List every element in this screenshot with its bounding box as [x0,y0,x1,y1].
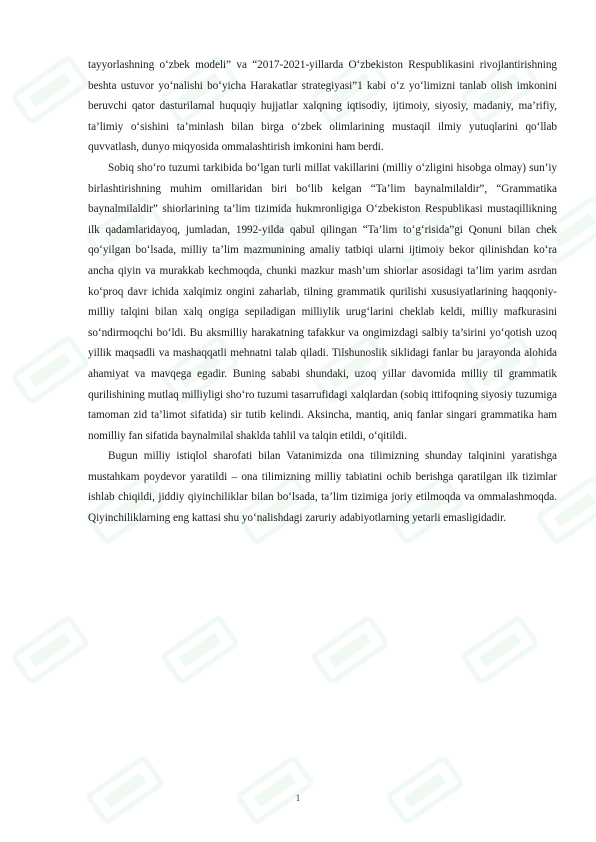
document-body [88,55,557,529]
paragraph-1: tayyorlashning o‘zbek modeli” va “2017-2021-yillarda O‘zbekiston Respublikasini rivojlantirishning beshta ustuvor yo‘nalishi bo‘yicha Harakatlar strategiyasi”1 kabi o‘z yo‘limizni tanlab olish imkonini beruvchi qator dasturilamal huquqiy hujjatlar xalqning iqtisodiy, ijtimoiy, siyosiy, madaniy, ma’rifiy, ta’limiy o‘sishini ta’minlash bilan birga o‘zbek olimlarining mustaqil ilmiy yutuqlarini qo‘llab quvvatlash, dunyo miqyosida ommalashtirish imkonini ham berdi. [88,59,557,154]
paragraph-2: Sobiq sho‘ro tuzumi tarkibida bo‘lgan turli millat vakillarini (milliy o‘zligini hisobga olmay) sun’iy birlashtirishning muhim omillaridan biri bo‘lib kelgan “Ta’lim baynalmilaldir”, “Grammatika baynalmilaldir” shiorlarining ta’lim tizimida hukmronligiga O‘zbekiston Respublikasi mustaqillikning ilk qadamlaridayoq, jumladan, 1992-yilda qabul qilingan “Ta’lim to‘g‘risida”gi Qonuni bilan chek qo‘yilgan bo‘lsada, milliy ta’lim mazmunining amaliy tatbiqi ularni ijtimoiy bekor qilinishdan ko‘ra ancha qiyin va murakkab kechmoqda, chunki mazkur mash’um shiorlar asosidagi ta’lim yarim asrdan ko‘proq davr ichida xalqimiz ongini zaharlab, tilning grammatik qurilishi xususiyatlarining haqqoniy-milliy talqini bilan xalq ongiga sepiladigan milliylik urug‘larini cheklab keldi, milliy mafkurasini so‘ndirmoqchi bo‘ldi. Bu aksmilliy harakatning tafakkur va ongimizdagi salbiy ta’sirini yo‘qotish uzoq yillik maqsadli va mashaqqatli mehnatni talab qiladi. Tilshunoslik siklidagi fanlar bu jarayonda alohida ahamiyat va mavqega egadir. Buning sababi shundaki, uzoq yillar davomida milliy til grammatik qurilishining mutlaq milliyligi sho‘ro tuzumi tasarrufidagi xalqlardan (sobiq ittifoqning siyosiy tuzumiga tamoman zid ta’limot sifatida) sir tutib kelindi. Aksincha, mantiq, aniq fanlar singari grammatika ham nomilliy fan sifatida baynalmilal shaklda tahlil va talqin etildi, o‘qitildi. [88,161,557,442]
paragraph-3: Bugun milliy istiqlol sharofati bilan Vatanimizda ona tilimizning shunday talqinini yaratishga mustahkam poydevor yaratildi – ona tilimizning milliy tabiatini ochib berishga qaratilgan ilk tizimlar ishlab chiqildi, jiddiy qiyinchiliklar bilan bo‘lsada, ta’lim tizimiga joriy etilmoqda va ommalashmoqda. Qiyinchiliklarning eng kattasi shu yo‘nalishdagi zaruriy adabiyotlarning yetarli emasligidadir. [88,450,557,525]
page-number: 1 [295,793,301,803]
